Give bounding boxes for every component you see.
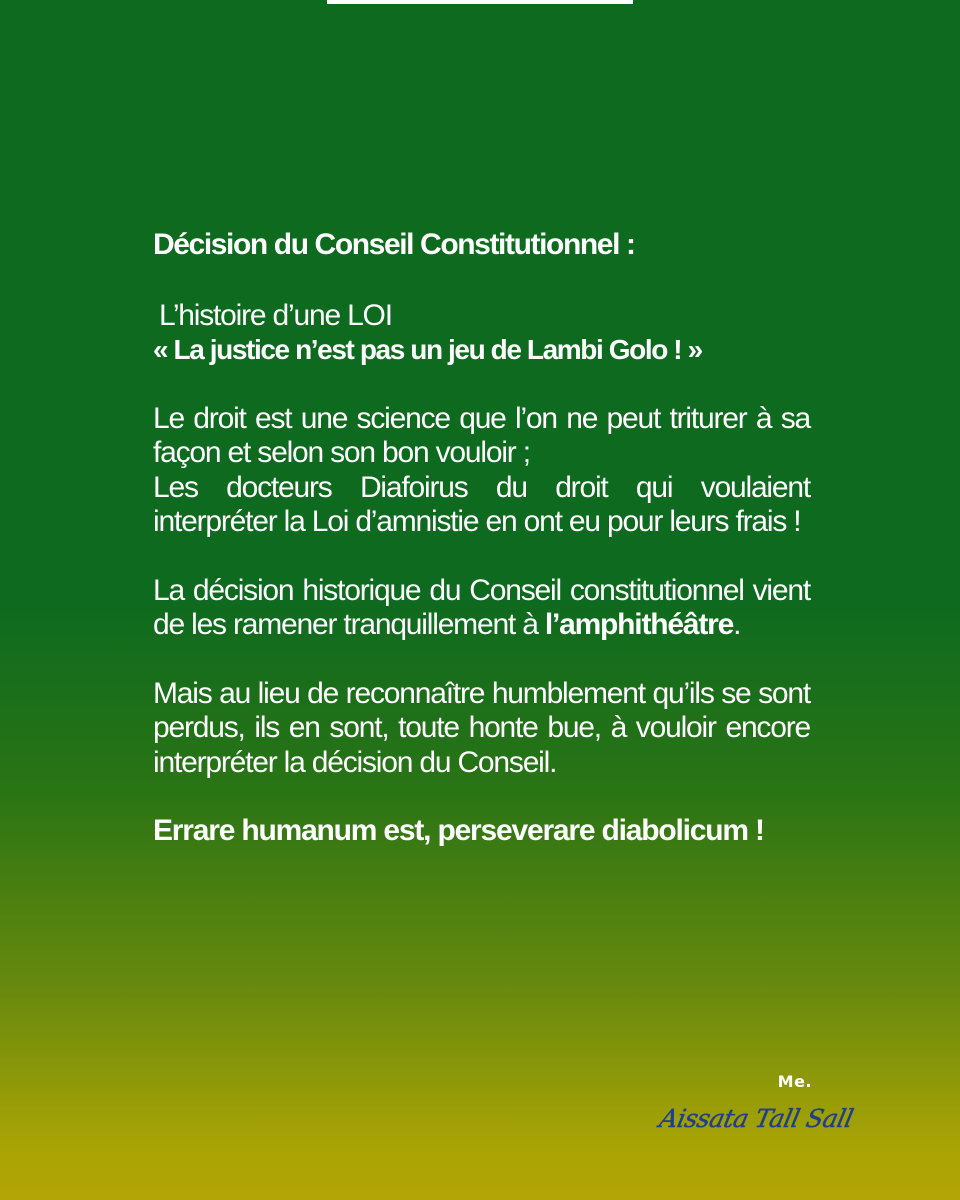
- subtitle-line-2: « La justice n’est pas un jeu de Lambi Golo ! »: [153, 334, 702, 365]
- paragraph-2-emphasis: l’amphithéâtre: [544, 608, 734, 641]
- top-accent-bar: [327, 0, 633, 4]
- paragraph-3: Mais au lieu de reconnaître humblement qu’ils se sont perdus, ils en sont, toute honte bue, à vouloir encore interpréter la décision du Conseil.: [153, 676, 810, 779]
- paragraph-1-sentence-2: Les docteurs Diafoirus du droit qui voulaient interpréter la Loi d’amnistie en ont eu pour leurs frais !: [153, 470, 810, 538]
- statement-subtitle: [153, 299, 810, 368]
- statement-body: [153, 228, 810, 849]
- handwritten-signature: [657, 1093, 860, 1143]
- paragraph-2-end: .: [733, 608, 741, 641]
- paragraph-1: [153, 402, 810, 540]
- statement-heading: Décision du Conseil Constitutionnel :: [153, 228, 635, 261]
- signature-name: Aissata Tall Sall: [657, 1104, 856, 1133]
- subtitle-line-1: L’histoire d’une LOI: [159, 298, 392, 332]
- closing-quote: Errare humanum est, perseverare diabolicum !: [153, 814, 764, 847]
- signature-prefix: Me.: [777, 1072, 812, 1091]
- paragraph-2: [153, 574, 810, 643]
- signature-block: [657, 1072, 860, 1143]
- paragraph-1-sentence-1: Le droit est une science que l’on ne peut triturer à sa façon et selon son bon vouloir ;: [153, 401, 810, 469]
- paragraph-2-text: La décision historique du Conseil constitutionnel vient de les ramener tranquillement à: [153, 573, 810, 641]
